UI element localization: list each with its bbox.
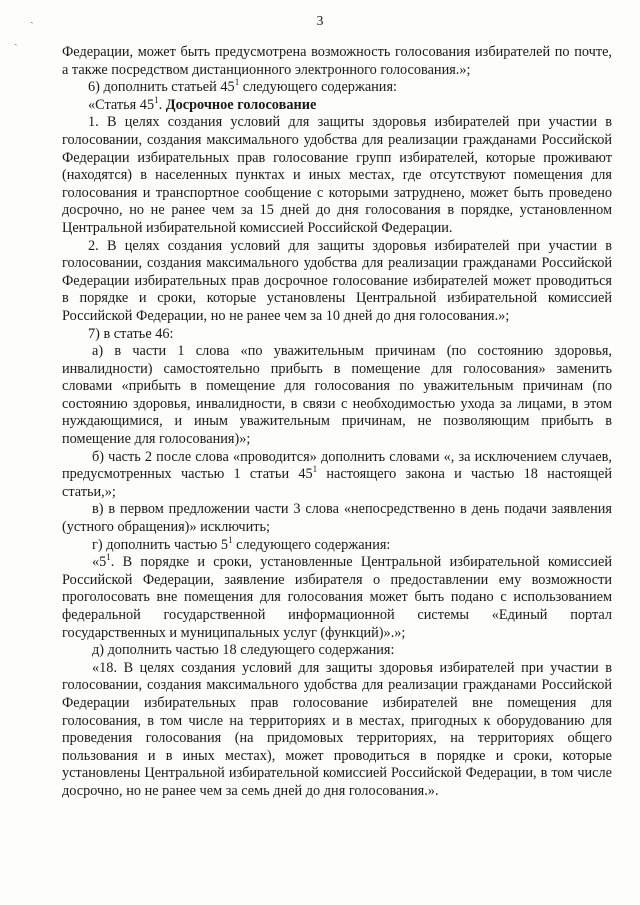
document-body: [62, 44, 612, 801]
paragraph-p2: «Статья $45^1$. Досрочное голосование: [88, 95, 317, 113]
paragraph-p3: 1. В целях создания условий для защиты здоровья избирателей при участии в голосовании, создания максимального удобства для реализации гражданами Российской Федерации избирательных прав голосование групп избирателей, которые проживают (находятся) в населенных пунктах и иных местах, где отсутствуют помещения для голосования и транспортное сообщение с которыми затруднено, может быть проведено досрочно, но не ранее чем за 15 дней до дня голосования в порядке, установленном Центральной избирательной комиссией Российской Федерации.: [62, 114, 612, 236]
paragraph-p5: 7) в статье 46:: [88, 325, 174, 342]
scan-mark-left: ˎ: [14, 34, 18, 46]
paragraph-p9: г) дополнить частью $5^1$ следующего содержания:: [92, 534, 391, 553]
paragraph-p8: в) в первом предложении части 3 слова «непосредственно в день подачи заявления (устного обращения)» исключить;: [62, 501, 612, 536]
paragraph-p12: «18. В целях создания условий для защиты здоровья избирателей при участии в голосовании, создания максимального удобства для реализации гражданами Российской Федерации избирательных прав голосование избирателей вне помещения для голосования, в том числе на территориях и в местах, пригодных к оборудованию для проведения голосования (на придомовых территориях, на территориях общего пользования и в иных местах), может проводиться в порядке и сроки, которые установлены Центральной избирательной комиссией Российской Федерации, в том числе досрочно, но не ранее чем за семь дней до дня голосования.».: [62, 659, 612, 799]
paragraph-p6: а) в части 1 слова «по уважительным причинам (по состоянию здоровья, инвалидности) самостоятельно прибыть в помещение для голосования» заменить словами «прибыть в помещение для голосования по уважительным причинам (по состоянию здоровья, инвалидности, в связи с необходимостью ухода за лицами, в этом нуждающимися, и иным уважительным причинам, не позволяющим прибыть в помещение для голосования)»;: [62, 343, 612, 448]
paragraph-p7: б) часть 2 после слова «проводится» дополнить словами «, за исключением случаев, предусмотренных частью 1 статьи $45^1$ настоящего закона и частью 18 настоящей статьи,»;: [62, 448, 612, 500]
paragraph-p4: 2. В целях создания условий для защиты здоровья избирателей при участии в голосовании, создания максимального удобства для реализации гражданами Российской Федерации избирательных прав досрочное голосование избирателей может проводиться в порядке и сроки, которые установлены Центральной избирательной комиссией Российской Федерации, но не ранее чем за 10 дней до дня голосования.»;: [62, 237, 612, 324]
paragraph-p11: д) дополнить частью 18 следующего содержания:: [92, 642, 395, 659]
paragraph-p1: 6) дополнить статьей $45^1$ следующего содержания:: [88, 77, 398, 96]
paragraph-p10: «$5^1$. В порядке и сроки, установленные Центральной избирательной комиссией Российской Федерации, заявление избирателя о предоставлении ему возможности проголосовать вне помещения для голосования может быть подано с использованием федеральной государственной информационной системы «Единый портал государственных и муниципальных услуг (функций)».»;: [62, 552, 612, 641]
scan-mark-top: ˏ: [30, 12, 34, 24]
paragraph-p0: Федерации, может быть предусмотрена возможность голосования избирателей по почте, а также посредством дистанционного электронного голосования.»;: [62, 44, 612, 78]
page-number: 3: [316, 13, 324, 28]
